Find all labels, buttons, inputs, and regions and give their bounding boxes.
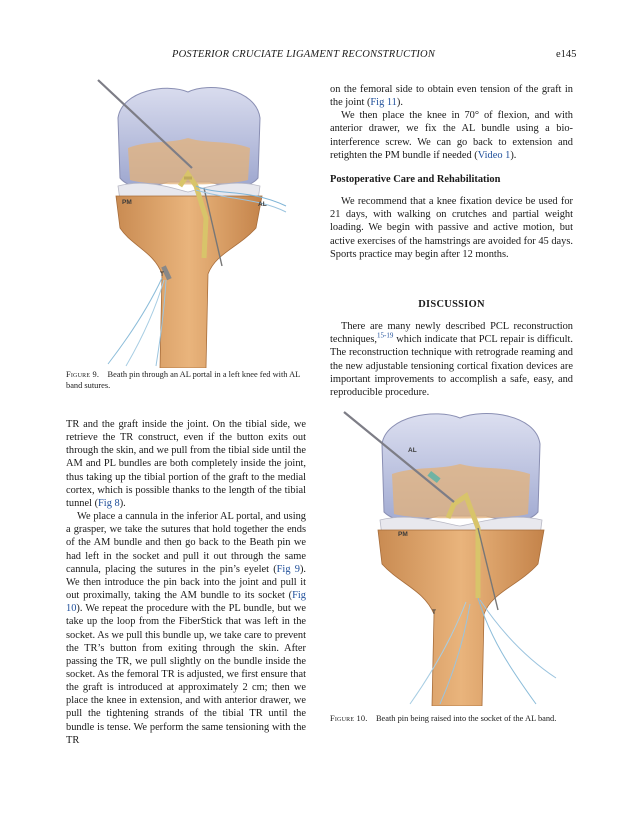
figure-10-label-t: T [432, 609, 436, 616]
discussion-section [330, 298, 573, 399]
figure-10-caption-label: Figure 10. [330, 714, 368, 723]
postop-heading: Postoperative Care and Rehabilitation [330, 173, 501, 185]
text-run: ). We repeat the procedure with the PL bundle, but we take up the loop from the FiberStick that was left in the socket. As we pull this bundle up, we take care to prevent the TR’s button from exiting through the skin. After passing the TR, we pull slightly on the bundle inside the socket. As the femoral TR is adjusted, we first ensure that the graft is introduced at approximately 2 cm; then we place the knee in extension, and with anterior drawer, we pull the tightening strands of the tibial TR until the bundle is tense. We perform the same tensioning with the TR [66, 603, 306, 746]
text-run: We place a cannula in the inferior AL portal, and using a grasper, we take the sutures that hold together the ends of the AM bundle and then go back to the Beath pin we had left in the socket and pull it out through the same cannula, placing the sutures in the pin’s eyelet ( [66, 511, 306, 575]
text-run: We then place the knee in 70° of flexion, and with anterior drawer, we fix the AL bundle using a bio-interference screw. We can go back to extension and retighten the PM bundle if needed ( [330, 110, 573, 161]
right-column-top [330, 83, 573, 261]
fig-9-link[interactable]: Fig 9 [276, 563, 300, 575]
text-run: ). We then introduce the pin back into the joint and pull it out proximally, taking the AM bundle to its socket ( [66, 563, 306, 602]
video-1-link[interactable]: Video 1 [477, 149, 511, 161]
text-run: which indicate that PCL repair is difficult. The reconstruction technique with retrograde reaming and the new adjustable tensioning cortical fixation devices are important improvements to accomplish a safe, easy, and reproducible procedure. [330, 334, 573, 398]
page-number: e145 [556, 49, 577, 60]
fig-11-link[interactable]: Fig 11 [370, 97, 397, 109]
figure-10-illustration [340, 408, 560, 706]
figure-9-label-t: T [160, 271, 164, 278]
left-column-bottom [66, 418, 306, 747]
paragraph [330, 109, 573, 162]
figure-9-caption-label: Figure 9. [66, 370, 100, 379]
reference-link[interactable]: 15-19 [377, 331, 394, 340]
figure-10-caption-text: Beath pin being raised into the socket of the AL band. [375, 714, 557, 723]
figure-10-label-pm: PM [398, 531, 408, 538]
text-run: on the femoral side to obtain even tension of the graft in the joint ( [330, 84, 573, 109]
figure-9-illustration [88, 78, 288, 368]
text-run: ). [510, 149, 517, 161]
figure-9-label-al: AL [258, 201, 267, 208]
discussion-heading: DISCUSSION [418, 299, 485, 310]
text-run: TR and the graft inside the joint. On the tibial side, we retrieve the TR construct, even if the button exits out through the skin, and we pull from the tibial side until the AM and PL bundles are both completely inside the joint, thus taking up the tibial portion of the graft to the medial cortex, which is possible thanks to the length of the tibial tunnel ( [66, 419, 306, 509]
paragraph [330, 83, 573, 109]
figure-10-caption [330, 713, 573, 724]
text-run: There are many newly described PCL reconstruction techniques, [330, 321, 573, 346]
text-run: ). [396, 97, 403, 109]
fig-10-link[interactable]: Fig 10 [66, 590, 306, 615]
figure-9-caption [66, 369, 306, 391]
paragraph [66, 510, 306, 747]
paragraph: We recommend that a knee fixation device be used for 21 days, with walking on crutches and partial weight loading. We begin with passive and active motion, but active exercises of the hamstrings are avoided for 45 days. Sports practice may begin after 12 months. [330, 196, 573, 260]
figure-9-label-pm: PM [122, 199, 132, 206]
fig-8-link[interactable]: Fig 8 [98, 497, 120, 509]
running-title: POSTERIOR CRUCIATE LIGAMENT RECONSTRUCTION [172, 49, 436, 60]
paragraph [330, 320, 573, 399]
figure-10-label-al: AL [408, 447, 417, 454]
figure-9-caption-text: Beath pin through an AL portal in a left knee fed with AL band sutures. [66, 370, 300, 390]
text-run: ). [119, 497, 126, 509]
paragraph [66, 418, 306, 510]
